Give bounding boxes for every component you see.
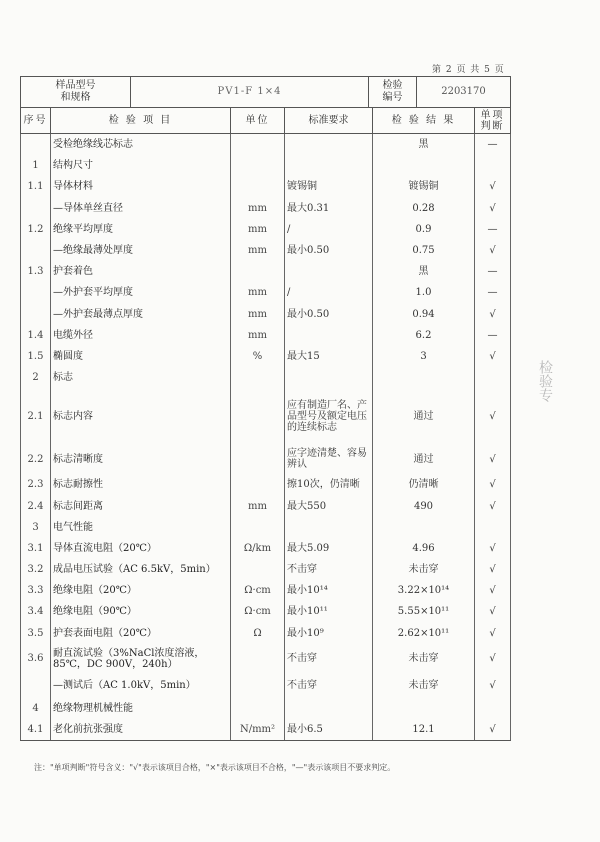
cell-seq: 1.5 (21, 346, 51, 367)
cell-item: 椭圆度 (51, 346, 231, 367)
cell-item: 导体直流电阻（20℃） (51, 538, 231, 559)
cell-seq: 2.1 (21, 388, 51, 444)
footnote: 注："单项判断"符号含义："√"表示该项目合格，"×"表示该项目不合格，"—"表示该项目不要求判定。 (34, 763, 396, 772)
cell-seq (21, 240, 51, 261)
cell-seq: 1.4 (21, 325, 51, 346)
cell-item: 成品电压试验（AC 6.5kV，5min） (51, 559, 231, 580)
cell-seq: 1.2 (21, 219, 51, 240)
cell-requirement (285, 698, 373, 719)
table-row (21, 176, 511, 197)
cell-requirement (285, 517, 373, 538)
cell-unit (231, 176, 285, 197)
cell-unit (231, 444, 285, 474)
cell-unit: mm (231, 325, 285, 346)
table-row (21, 444, 511, 474)
cell-unit: Ω·cm (231, 601, 285, 622)
report-sheet (20, 76, 510, 741)
cell-judgement: — (475, 261, 511, 282)
cell-unit (231, 674, 285, 698)
cell-judgement: √ (475, 444, 511, 474)
cell-unit (231, 388, 285, 444)
table-row (21, 623, 511, 644)
table-row (21, 580, 511, 601)
cell-requirement: 最小0.50 (285, 304, 373, 325)
cell-item: 电气性能 (51, 517, 231, 538)
cell-unit: mm (231, 198, 285, 219)
cell-seq: 1 (21, 155, 51, 176)
cell-judgement: √ (475, 644, 511, 674)
cell-result (373, 367, 475, 388)
cell-seq: 2.3 (21, 474, 51, 495)
cell-item: 绝缘平均厚度 (51, 219, 231, 240)
cell-judgement: √ (475, 346, 511, 367)
cell-result: 490 (373, 495, 475, 516)
cell-seq: 3 (21, 517, 51, 538)
cell-result: 通过 (373, 444, 475, 474)
cell-item: 导体材料 (51, 176, 231, 197)
cell-result: 0.94 (373, 304, 475, 325)
cell-item: 护套着色 (51, 261, 231, 282)
cell-item: 老化前抗张强度 (51, 719, 231, 741)
table-row (21, 198, 511, 219)
cell-judgement: √ (475, 674, 511, 698)
cell-unit: mm (231, 282, 285, 303)
cell-result (373, 698, 475, 719)
cell-result: 0.9 (373, 219, 475, 240)
table-row (21, 282, 511, 303)
cell-item: —测试后（AC 1.0kV，5min） (51, 674, 231, 698)
cell-seq (21, 134, 51, 156)
cell-requirement: 最大15 (285, 346, 373, 367)
cell-result: 未击穿 (373, 674, 475, 698)
stamp-watermark: 检验专 (537, 360, 553, 402)
cell-item: 电缆外径 (51, 325, 231, 346)
cell-result: 黑 (373, 134, 475, 156)
table-row (21, 367, 511, 388)
cell-requirement (285, 325, 373, 346)
cell-result: 12.1 (373, 719, 475, 741)
cell-result: 仍清晰 (373, 474, 475, 495)
cell-seq: 4.1 (21, 719, 51, 741)
table-row (21, 674, 511, 698)
sample-model-label: 样品型号 和规格 (21, 77, 131, 108)
cell-seq: 3.6 (21, 644, 51, 674)
col-judgement: 单项 判断 (475, 108, 511, 134)
cell-result: 4.96 (373, 538, 475, 559)
table-row (21, 719, 511, 741)
table-row (21, 474, 511, 495)
cell-seq (21, 198, 51, 219)
cell-judgement: √ (475, 176, 511, 197)
cell-item: —外护套平均厚度 (51, 282, 231, 303)
cell-result: 3 (373, 346, 475, 367)
cell-unit: % (231, 346, 285, 367)
cell-requirement (285, 155, 373, 176)
cell-unit: mm (231, 219, 285, 240)
cell-requirement (285, 261, 373, 282)
cell-unit (231, 698, 285, 719)
cell-item: 受检绝缘线芯标志 (51, 134, 231, 156)
cell-result (373, 155, 475, 176)
table-row (21, 304, 511, 325)
cell-seq: 1.3 (21, 261, 51, 282)
cell-judgement: √ (475, 474, 511, 495)
cell-seq (21, 674, 51, 698)
cell-requirement: 最小0.50 (285, 240, 373, 261)
table-row (21, 644, 511, 674)
cell-requirement: 最大550 (285, 495, 373, 516)
cell-unit (231, 559, 285, 580)
cell-item: 绝缘物理机械性能 (51, 698, 231, 719)
cell-result (373, 517, 475, 538)
cell-unit: mm (231, 240, 285, 261)
table-row (21, 261, 511, 282)
table-row (21, 134, 511, 156)
cell-judgement: √ (475, 623, 511, 644)
cell-unit (231, 474, 285, 495)
col-requirement: 标准要求 (285, 108, 373, 134)
cell-judgement (475, 517, 511, 538)
cell-requirement (285, 134, 373, 156)
cell-judgement: √ (475, 198, 511, 219)
sample-header-table (20, 76, 511, 108)
cell-judgement: √ (475, 495, 511, 516)
cell-requirement: 最小10¹¹ (285, 601, 373, 622)
cell-judgement (475, 698, 511, 719)
cell-result: 2.62×10¹¹ (373, 623, 475, 644)
cell-item: 标志清晰度 (51, 444, 231, 474)
cell-judgement (475, 155, 511, 176)
col-result: 检 验 结 果 (373, 108, 475, 134)
cell-seq: 3.4 (21, 601, 51, 622)
col-unit: 单位 (231, 108, 285, 134)
table-row (21, 346, 511, 367)
cell-judgement: — (475, 282, 511, 303)
cell-requirement: 不击穿 (285, 644, 373, 674)
cell-result: 通过 (373, 388, 475, 444)
cell-requirement: 擦10次，仍清晰 (285, 474, 373, 495)
cell-judgement: √ (475, 538, 511, 559)
cell-item: 标志内容 (51, 388, 231, 444)
cell-unit: N/mm² (231, 719, 285, 741)
table-row (21, 698, 511, 719)
cell-result: 1.0 (373, 282, 475, 303)
table-row (21, 495, 511, 516)
cell-item: 绝缘电阻（90℃） (51, 601, 231, 622)
cell-requirement: 最小10⁹ (285, 623, 373, 644)
table-row (21, 240, 511, 261)
cell-unit: mm (231, 495, 285, 516)
cell-seq: 1.1 (21, 176, 51, 197)
cell-item: 结构尺寸 (51, 155, 231, 176)
table-row (21, 538, 511, 559)
cell-item: —导体单丝直径 (51, 198, 231, 219)
cell-item: 标志耐擦性 (51, 474, 231, 495)
table-row (21, 388, 511, 444)
cell-unit (231, 134, 285, 156)
table-body (21, 134, 511, 741)
cell-judgement: — (475, 134, 511, 156)
cell-judgement: — (475, 219, 511, 240)
cell-judgement: √ (475, 559, 511, 580)
cell-result: 未击穿 (373, 559, 475, 580)
cell-requirement: 最大5.09 (285, 538, 373, 559)
cell-item: 标志间距离 (51, 495, 231, 516)
cell-judgement: √ (475, 388, 511, 444)
page-indicator: 第 2 页 共 5 页 (432, 65, 505, 75)
cell-item: 耐直流试验（3%NaCl浓度溶液，85℃，DC 900V，240h） (51, 644, 231, 674)
cell-unit: mm (231, 304, 285, 325)
cell-item: 绝缘电阻（20℃） (51, 580, 231, 601)
cell-requirement: 不击穿 (285, 674, 373, 698)
cell-result: 未击穿 (373, 644, 475, 674)
report-no-value: 2203170 (417, 77, 511, 108)
inspection-table (20, 107, 511, 741)
cell-result: 5.55×10¹¹ (373, 601, 475, 622)
cell-seq: 3.3 (21, 580, 51, 601)
cell-unit: Ω/km (231, 538, 285, 559)
cell-unit (231, 261, 285, 282)
cell-requirement: 应有制造厂名、产品型号及额定电压的连续标志 (285, 388, 373, 444)
cell-item: —绝缘最薄处厚度 (51, 240, 231, 261)
cell-seq: 3.2 (21, 559, 51, 580)
cell-requirement: 不击穿 (285, 559, 373, 580)
cell-result: 镀锡铜 (373, 176, 475, 197)
cell-seq: 4 (21, 698, 51, 719)
cell-requirement: 镀锡铜 (285, 176, 373, 197)
cell-unit (231, 367, 285, 388)
cell-seq: 2.2 (21, 444, 51, 474)
cell-requirement: 应字迹清楚、容易辨认 (285, 444, 373, 474)
table-header-row (21, 108, 511, 134)
cell-requirement: 最小6.5 (285, 719, 373, 741)
cell-judgement: √ (475, 240, 511, 261)
cell-result: 黑 (373, 261, 475, 282)
cell-result: 6.2 (373, 325, 475, 346)
cell-result: 3.22×10¹⁴ (373, 580, 475, 601)
cell-requirement: 最小10¹⁴ (285, 580, 373, 601)
table-row (21, 559, 511, 580)
table-row (21, 517, 511, 538)
cell-judgement: √ (475, 719, 511, 741)
cell-judgement: √ (475, 601, 511, 622)
col-item: 检 验 项 目 (51, 108, 231, 134)
table-row (21, 155, 511, 176)
cell-requirement: / (285, 219, 373, 240)
cell-requirement: 最大0.31 (285, 198, 373, 219)
cell-result: 0.28 (373, 198, 475, 219)
cell-seq: 3.5 (21, 623, 51, 644)
cell-item: 标志 (51, 367, 231, 388)
table-row (21, 325, 511, 346)
cell-unit (231, 517, 285, 538)
sample-model-value: PV1-F 1×4 (131, 77, 369, 108)
cell-seq: 3.1 (21, 538, 51, 559)
cell-seq: 2.4 (21, 495, 51, 516)
cell-unit (231, 644, 285, 674)
report-no-label: 检验 编号 (369, 77, 417, 108)
cell-item: 护套表面电阻（20℃） (51, 623, 231, 644)
cell-judgement: √ (475, 304, 511, 325)
cell-unit: Ω (231, 623, 285, 644)
cell-seq: 2 (21, 367, 51, 388)
cell-unit: Ω·cm (231, 580, 285, 601)
table-row (21, 601, 511, 622)
cell-result: 0.75 (373, 240, 475, 261)
table-row (21, 219, 511, 240)
cell-unit (231, 155, 285, 176)
cell-item: —外护套最薄点厚度 (51, 304, 231, 325)
cell-seq (21, 304, 51, 325)
cell-requirement: / (285, 282, 373, 303)
cell-judgement (475, 367, 511, 388)
cell-seq (21, 282, 51, 303)
cell-judgement: √ (475, 580, 511, 601)
cell-judgement: — (475, 325, 511, 346)
col-seq: 序号 (21, 108, 51, 134)
cell-requirement (285, 367, 373, 388)
